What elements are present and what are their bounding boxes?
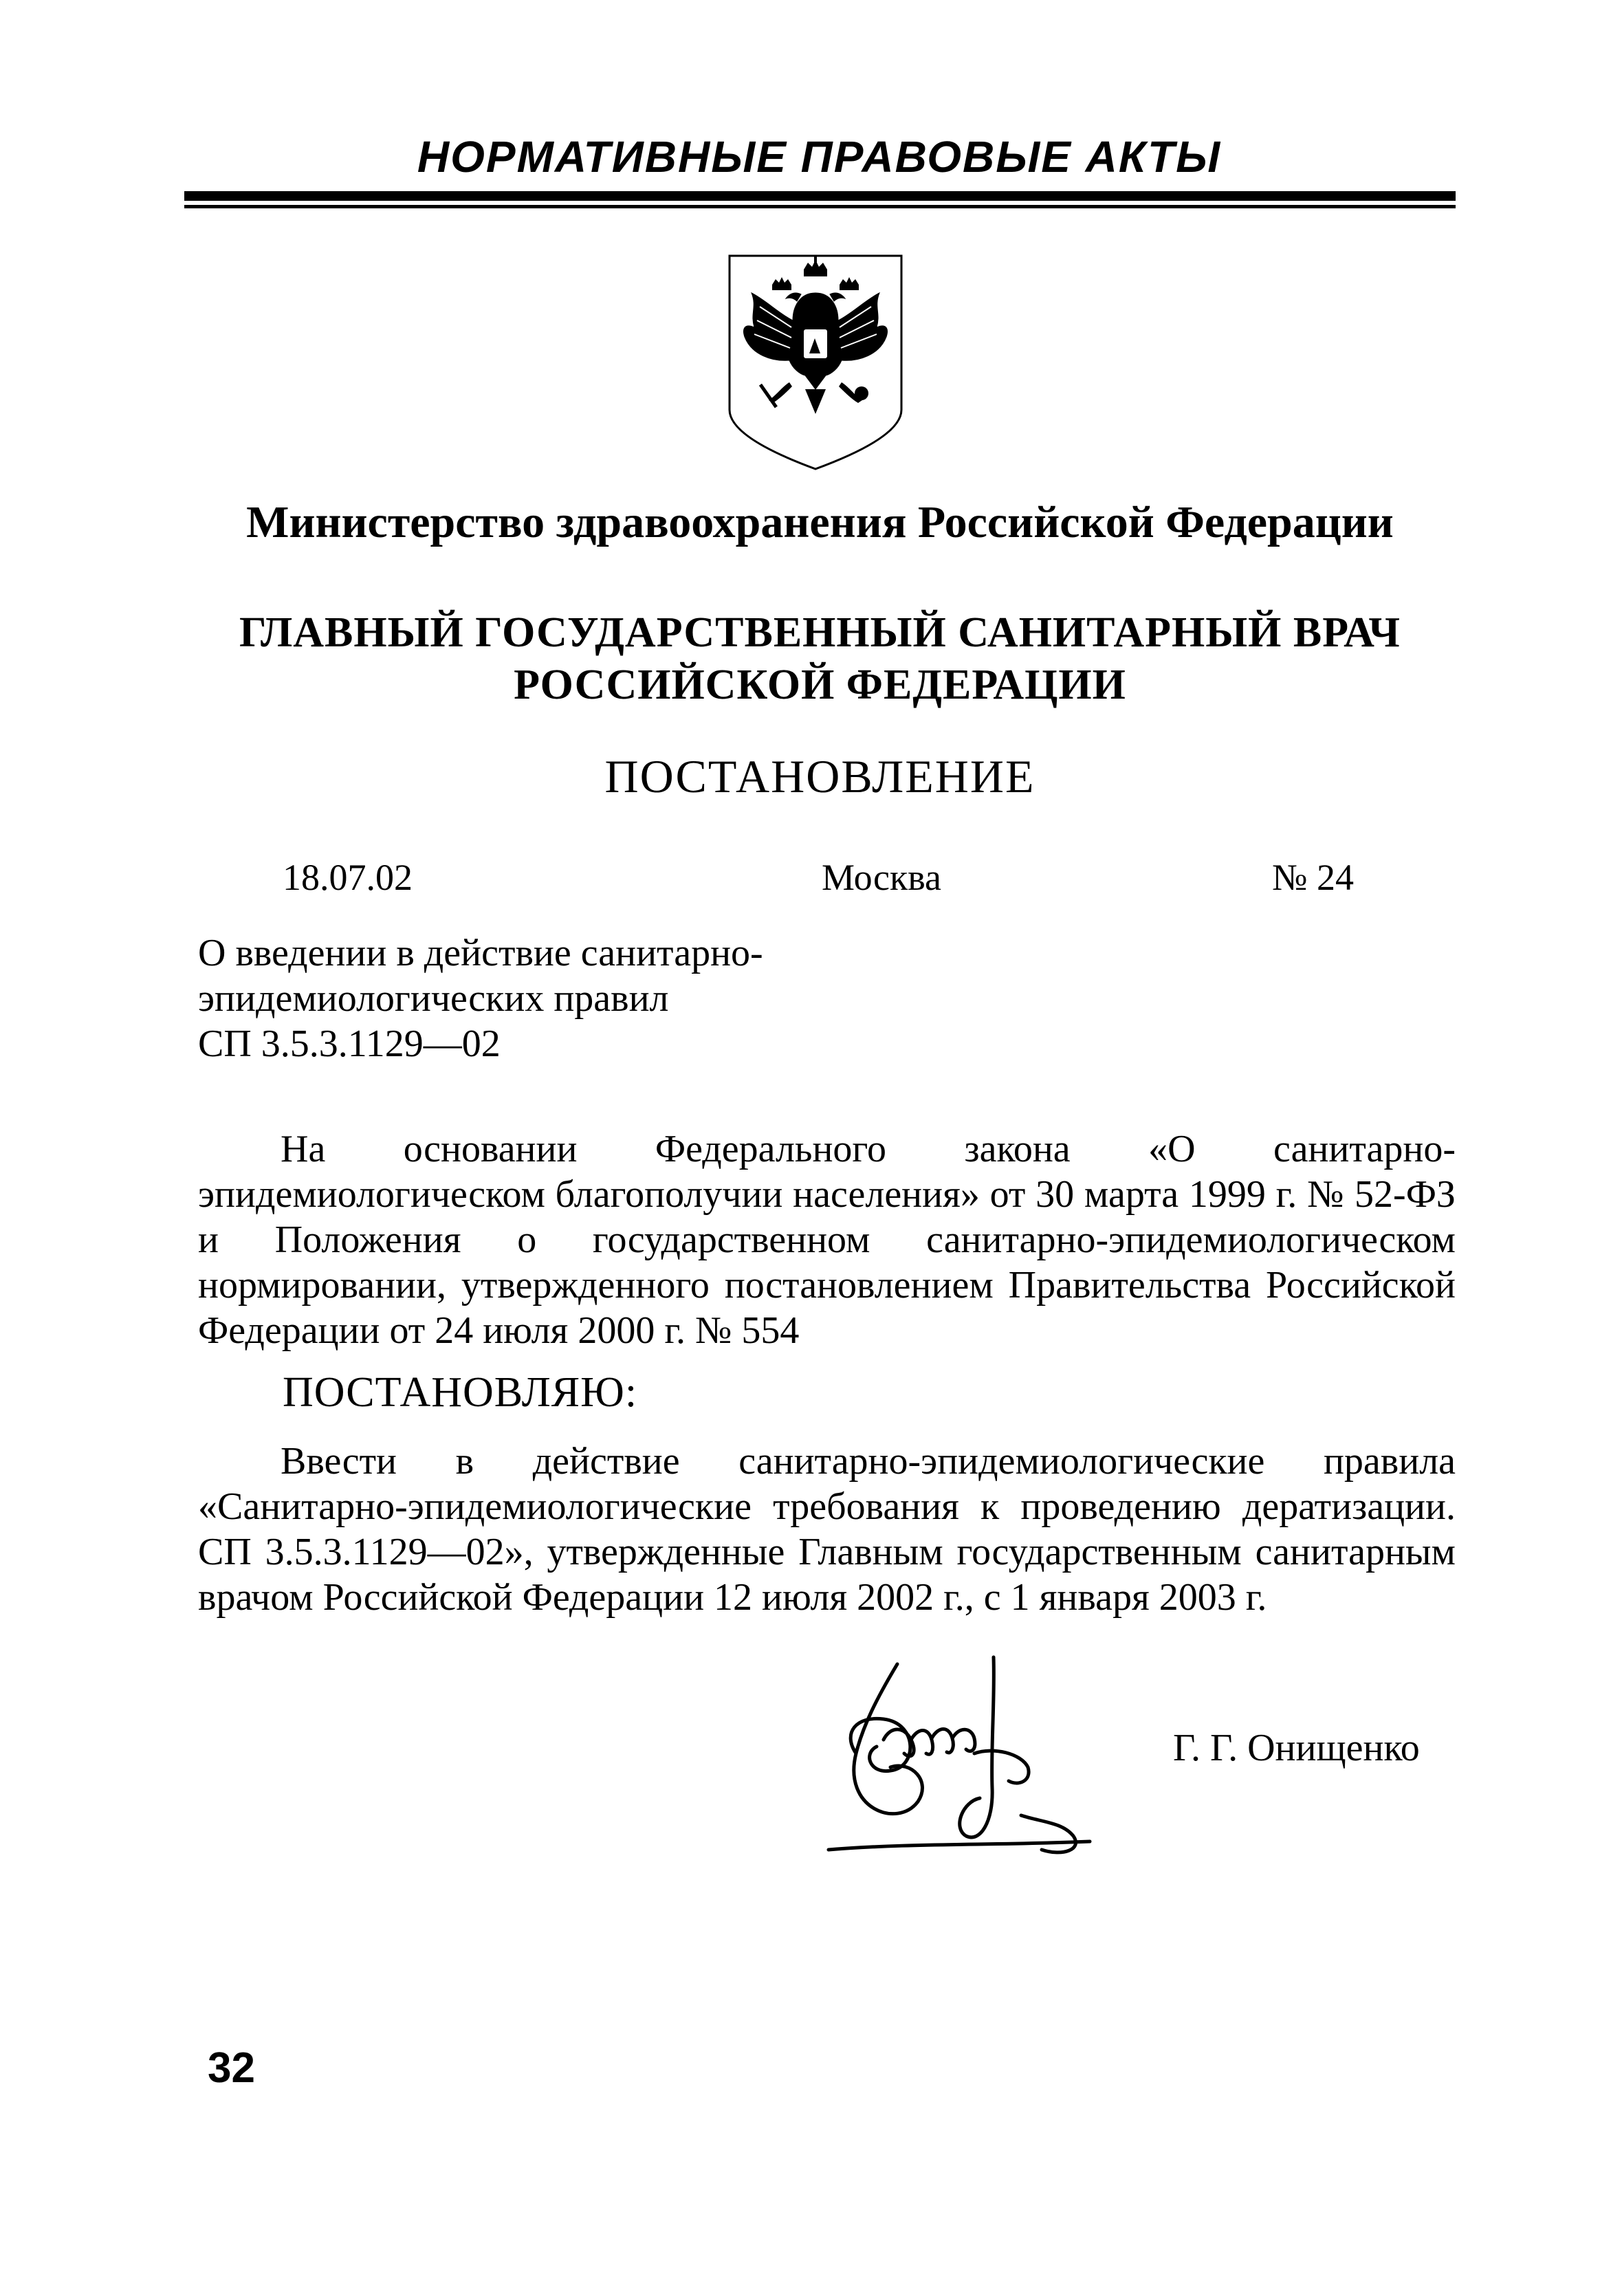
decree-title: ПОСТАНОВЛЕНИЕ — [604, 750, 1035, 802]
chief-title-line-2: РОССИЙСКОЙ ФЕДЕРАЦИИ — [514, 662, 1126, 708]
order-text: Ввести в действие санитарно-эпидемиологические правила «Санитарно-эпидемиологические требования к проведению дератизации. СП 3.5.3.1129—02», утвержденные Главным государственным санитарным врачом Российской Федерации 12 июля 2002 г., с 1 января 2003 г. — [198, 1440, 1456, 1619]
order-paragraph — [198, 1439, 1456, 1620]
basis-text: На основании Федерального закона «О санитарно-эпидемиологическом благополучии населения» от 30 марта 1999 г. № 52-ФЗ и Положения о государственном санитарно-эпидемиологическом нормировании, утвержденного постановлением Правительства Российской Федерации от 24 июля 2000 г. № 554 — [198, 1128, 1456, 1352]
decree-subject — [198, 930, 763, 1067]
subject-line: СП 3.5.3.1129—02 — [198, 1023, 501, 1065]
signer-name: Г. Г. Онищенко — [1173, 1727, 1420, 1769]
decree-number: № 24 — [1272, 857, 1355, 898]
chief-doctor-title — [184, 606, 1456, 711]
section-header: НОРМАТИВНЫЕ ПРАВОВЫЕ АКТЫ — [417, 132, 1222, 182]
russian-coat-of-arms-icon — [724, 252, 907, 472]
handwritten-signature-icon — [815, 1650, 1131, 1863]
subject-line: эпидемиологических правил — [198, 977, 669, 1020]
chief-title-line-1: ГЛАВНЫЙ ГОСУДАРСТВЕННЫЙ САНИТАРНЫЙ ВРАЧ — [239, 609, 1401, 656]
page-number: 32 — [208, 2044, 255, 2092]
decree-date: 18.07.02 — [283, 857, 413, 898]
header-rule-thin — [184, 205, 1456, 208]
basis-paragraph — [198, 1126, 1456, 1353]
decree-resolution-word: ПОСТАНОВЛЯЮ: — [283, 1369, 638, 1416]
subject-line: О введении в действие санитарно- — [198, 932, 763, 974]
header-rule-thick — [184, 191, 1456, 201]
decree-city: Москва — [822, 857, 941, 898]
ministry-name: Министерство здравоохранения Российской Федерации — [246, 497, 1394, 547]
